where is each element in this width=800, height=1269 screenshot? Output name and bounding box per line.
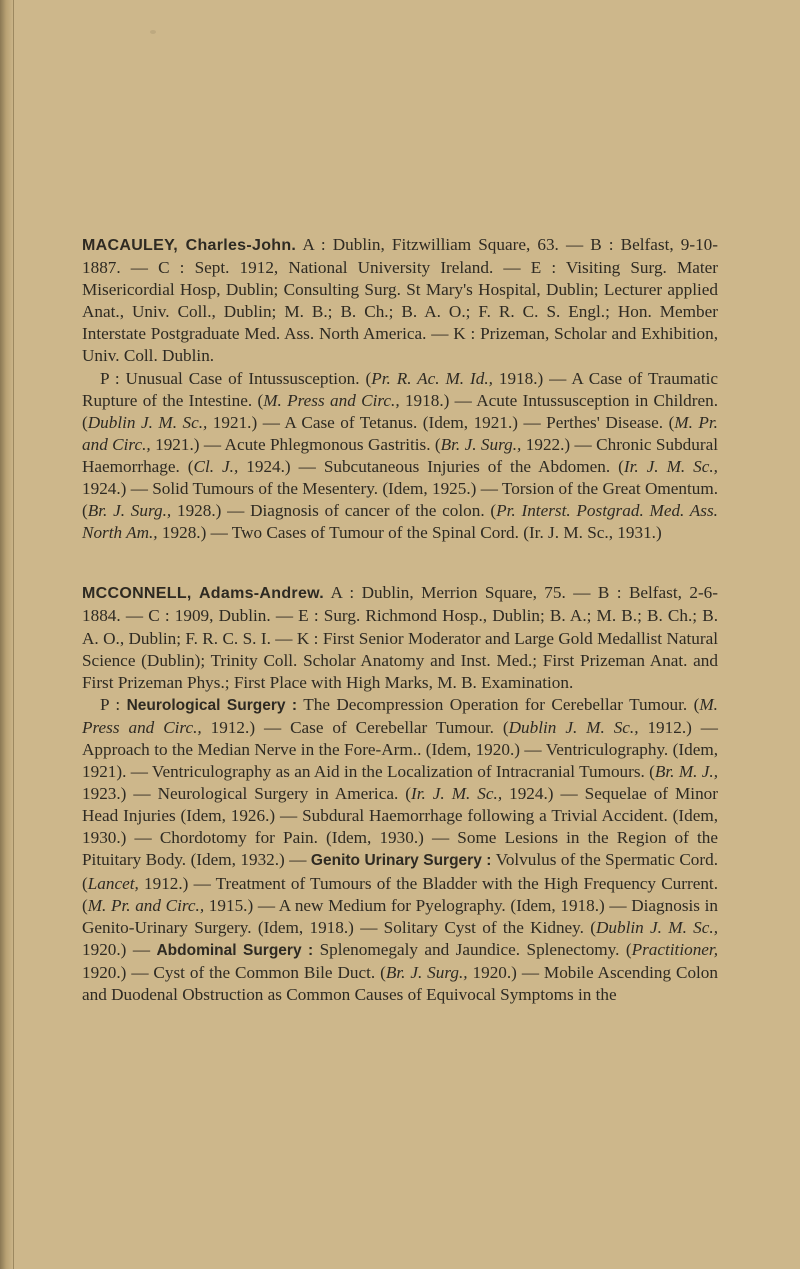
- journal-citation: M. Pr. and Circ.,: [87, 895, 205, 915]
- document-body: [82, 234, 718, 1044]
- publication-text: 1928.) — Diagnosis of cancer of the colon. (: [171, 501, 497, 521]
- publication-text: 1920.) — Mobile Ascending Colon and Duodenal Obstruction as Common Causes of Equivocal Symptoms in the: [82, 962, 718, 1004]
- journal-citation: Dublin J. M. Sc.,: [595, 917, 719, 937]
- journal-citation: Br. J. Surg.,: [87, 501, 172, 521]
- publication-text: 1928.) — Two Cases of Tumour of the Spinal Cord. (Ir. J. M. Sc., 1931.): [157, 523, 662, 543]
- publication-text: The Decompression Operation for Cerebellar Tumour. (: [297, 694, 700, 714]
- entry-publications: [82, 694, 718, 1006]
- publication-text: 1920.) —: [82, 939, 157, 959]
- entry-bio-text: A : Dublin, Merrion Square, 75. — B : Belfast, 2-6-1884. — C : 1909, Dublin. — E : Surg. Richmond Hosp., Dublin; B. A.; M. B.; B. Ch.; B. A. O., Dublin; F. R. C. S. I. — K : First Senior Moderator and Large Gold Medallist Natural Science (Dublin); Trinity Coll. Scholar Anatomy and Inst. Med.; First Prizeman Anat. and First Prizeman Phys.; First Place with High Marks, M. B. Examination.: [82, 583, 718, 692]
- publication-text: Volvulus of the Spermatic Cord. (: [82, 850, 719, 893]
- entry-bio-text: A : Dublin, Fitzwilliam Square, 63. — B : Belfast, 9-10-1887. — C : Sept. 1912, National University Ireland. — E : Visiting Surg. Mater Misericordial Hosp, Dublin; Consulting Surg. St Mary's Hospital, Dublin; Lecturer applied Anat., Univ. Coll., Dublin; M. B.; B. Ch.; B. A. O.; F. R. C. S. Engl.; Hon. Member Interstate Postgraduate Med. Ass. North America. — K : Prizeman, Scholar and Exhibition, Univ. Coll. Dublin.: [82, 235, 718, 366]
- entry-bio: [82, 234, 718, 368]
- journal-citation: Practitioner,: [631, 939, 718, 959]
- journal-citation: Ir. J. M. Sc.,: [410, 784, 503, 804]
- journal-citation: Br. M. J.,: [654, 762, 718, 782]
- publication-text: P : Unusual Case of Intussusception. (: [100, 368, 372, 388]
- journal-citation: Dublin J. M. Sc.,: [508, 717, 639, 737]
- publication-text: 1923.) — Neurological Surgery in America. (: [82, 784, 411, 804]
- journal-citation: Br. J. Surg.,: [385, 962, 468, 982]
- publication-text: 1924.) — Sequelae of Minor Head Injuries (Idem, 1926.) — Subdural Haemorrhage following a Trivial Accident. (Idem, 1930.) — Chordotomy for Pain. (Idem, 1930.) — Some Lesions in the Region of the Pituitary Body. (Idem, 1932.) —: [82, 784, 718, 870]
- page-edge: [0, 0, 14, 1269]
- publication-text: Splenomegaly and Jaundice. Splenectomy. (: [313, 939, 632, 959]
- publication-text: 1915.) — A new Medium for Pyelography. (Idem, 1918.) — Diagnosis in Genito-Urinary Surgery. (Idem, 1918.) — Solitary Cyst of the Kidney. (: [82, 895, 718, 937]
- entry-publications: [82, 368, 718, 545]
- section-heading: Neurological Surgery :: [126, 696, 298, 714]
- publication-text: 1912.) — Case of Cerebellar Tumour. (: [201, 717, 509, 737]
- journal-citation: Ir. J. M. Sc.,: [623, 456, 718, 476]
- journal-citation: M. Press and Circ.,: [82, 694, 718, 737]
- publication-text: P :: [100, 694, 127, 714]
- journal-citation: M. Press and Circ.,: [263, 390, 400, 410]
- journal-citation: Br. J. Surg.,: [440, 434, 522, 454]
- publication-text: 1918.) — Acute Intussusception in Children. (: [82, 390, 718, 432]
- publication-text: 1918.) — A Case of Traumatic Rupture of the Intestine. (: [82, 368, 719, 410]
- publication-text: 1912.) — Approach to the Median Nerve in the Fore-Arm.. (Idem, 1920.) — Ventriculography. (Idem, 1921). — Ventriculography as an Aid in the Localization of Intracranial Tumours. (: [82, 717, 718, 782]
- publication-text: 1924.) — Solid Tumours of the Mesentery. (Idem, 1925.) — Torsion of the Great Omentum. (: [82, 479, 718, 521]
- publication-text: 1924.) — Subcutaneous Injuries of the Abdomen. (: [238, 456, 624, 476]
- journal-citation: Dublin J. M. Sc.,: [87, 412, 208, 432]
- journal-citation: Lancet,: [87, 873, 139, 893]
- section-heading: Abdominal Surgery :: [156, 941, 314, 959]
- section-heading: Genito Urinary Surgery :: [310, 852, 492, 870]
- entry-bio: [82, 582, 718, 693]
- journal-citation: Pr. R. Ac. M. Id.,: [371, 368, 493, 388]
- journal-citation: Pr. Interst. Postgrad. Med. Ass. North Am.,: [82, 501, 718, 543]
- entry-name: MCCONNELL, Adams-Andrew.: [82, 585, 325, 603]
- entry-mcconnell: [82, 582, 718, 1006]
- entry-name: MACAULEY, Charles-John.: [82, 237, 297, 254]
- journal-citation: Cl. J.,: [193, 456, 239, 476]
- publication-text: 1922.) — Chronic Subdural Haemorrhage. (: [82, 434, 718, 476]
- publication-text: 1912.) — Treatment of Tumours of the Bladder with the High Frequency Current. (: [82, 873, 718, 915]
- publication-text: 1921.) — A Case of Tetanus. (Idem, 1921.) — Perthes' Disease. (: [207, 412, 675, 432]
- publication-text: 1921.) — Acute Phlegmonous Gastritis. (: [150, 434, 441, 454]
- entry-macauley: [82, 234, 718, 544]
- paper-speck: [150, 30, 156, 34]
- journal-citation: M. Pr. and Circ.,: [82, 412, 718, 454]
- page-edge-line: [13, 0, 14, 1269]
- publication-text: 1920.) — Cyst of the Common Bile Duct. (: [82, 962, 386, 982]
